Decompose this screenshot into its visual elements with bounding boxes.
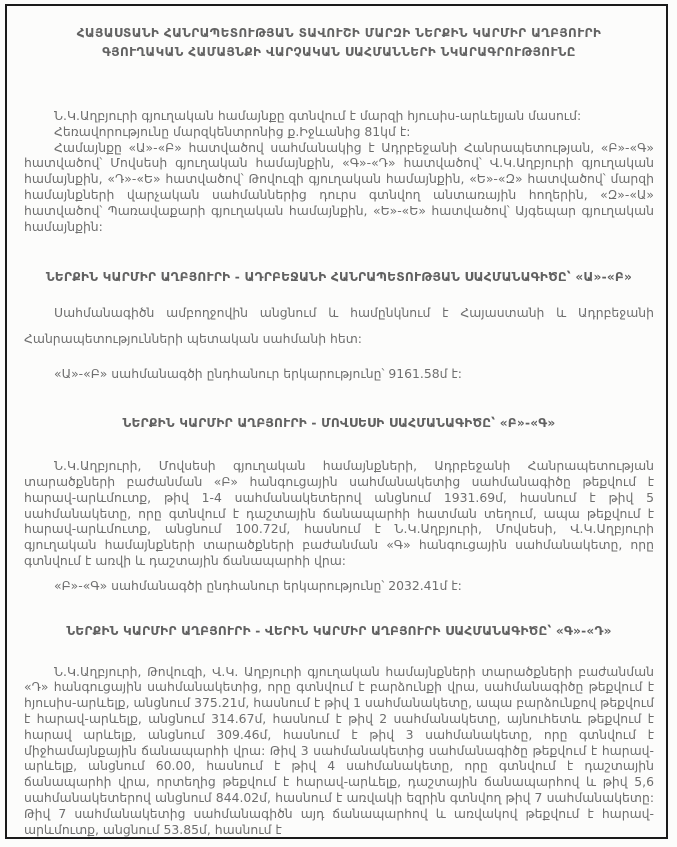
- section-3-body: Ն.Կ.Աղբյուրի, Թովուզի, Վ.Կ. Աղբյուրի գյուղական համայնքների տարածքների բաժանման «Դ» հանգուցային սահմանակետից, որը գտնվում է բարձունքի վրա, սահմանագիծը թեքվում է հյուսիս-արևելք, անցնում 375.21մ, հասնում է թիվ 1 սահմանակետը, ապա բարձունքով թեքվում է հարավ-արևելք, անցնում 314.67մ, հասնում է թիվ 2 սահմանակետը, այնուհետև թեքվում է հարավ արևելք, անցնում 309.46մ, հասնում է թիվ 3 սահմանակետը, որը գտնվում է միջհամայնքային ճանապարհի վրա: Թիվ 3 սահմանակետից սահմանագիծը թեքվում է հարավ-արևելք, անցնում 60.00, հասնում է թիվ 4 սահմանակետը, որը գտնվում է դաշտային ճանապարհի վրա, որտեղից թեքվում է հարավ-արևելք, դաշտային ճանապարհով և թիվ 5,6 սահմանակետերով անցնում 844.02մ, հասնում է առվակի եզրին գտնվող թիվ 7 սահմանակետը: Թիվ 7 սահմանակետից սահմանագիծն այդ ճանապարհով և առվակով թեքվում է հարավ-արևմուտք, անցնում 53.85մ, հասնում է: [24, 663, 654, 837]
- section-3-heading: ՆԵՐՔԻՆ ԿԱՐՄԻՐ ԱՂԲՅՈՒՐԻ - ՎԵՐԻՆ ԿԱՐՄԻՐ ԱՂԲՅՈՒՐԻ ՍԱՀՄԱՆԱԳԻԾԸ՝ «Գ»-«Դ»: [66, 623, 612, 638]
- section-1-length-line: «Ա»-«Բ» սահմանագծի ընդհանուր երկարությունը՝ 9161.58մ է:: [54, 366, 462, 382]
- intro-paragraph-2: Հեռավորությունը մարզկենտրոնից ք.Իջևանից 81կմ է:: [54, 123, 411, 139]
- section-2-length-line: «Բ»-«Գ» սահմանագծի ընդհանուր երկարությունը՝ 2032.41մ է:: [54, 577, 462, 593]
- intro-paragraph-1: Ն.Կ.Աղբյուրի գյուղական համայնքը գտնվում է մարզի հյուսիս-արևելյան մասում:: [54, 108, 582, 123]
- document-title-line-1: ՀԱՅԱՍՏԱՆԻ ՀԱՆՐԱՊԵՏՈՒԹՅԱՆ ՏԱՎՈՒՇԻ ՄԱՐԶԻ ՆԵՐՔԻՆ ԿԱՐՄԻՐ ԱՂԲՅՈՒՐԻ: [76, 26, 602, 40]
- section-1-body: Սահմանագիծն ամբողջովին անցնում և համընկնում է Հայաստանի և Ադրբեջանի Հանրապետությունների պետական սահմանի հետ:: [24, 305, 654, 347]
- document-title-line-2: ԳՅՈՒՂԱԿԱՆ ՀԱՄԱՅՆՔԻ ՎԱՐՉԱԿԱՆ ՍԱՀՄԱՆՆԵՐԻ ՆԿԱՐԱԳՐՈՒԹՅՈՒՆԸ: [102, 45, 576, 59]
- section-2-body: Ն.Կ.Աղբյուրի, Մովսեսի գյուղական համայնքների, Ադրբեջանի Հանրապետության տարածքների բաժանման «Բ» հանգուցային սահմանակետից սահմանագիծը թեքվում է հարավ-արևմուտք, թիվ 1-4 սահմանակետերով անցնում 1931.69մ, հասնում է թիվ 5 սահմանակետը, որը գտնվում է դաշտային ճանապարհի հատման տեղում, ապա թեքվում է հարավ-արևմուտք, անցնում 100.72մ, հասնում է Ն.Կ.Աղբյուրի, Մովսեսի, Վ.Կ.Աղբյուրի գյուղական համայնքների տարածքների բաժանման «Գ» հանգուցային սահմանակետը, որը գտնվում է առվի և դաշտային ճանապարհի վրա:: [24, 458, 654, 568]
- intro-paragraph-3: Համայնքը «Ա»-«Բ» հատվածով սահմանակից է Ադրբեջանի Հանրապետության, «Բ»-«Գ» հատվածով՝ Մովսեսի գյուղական համայնքին, «Գ»-«Դ» հատվածով՝ Վ.Կ.Աղբյուրի գյուղական համայնքին, «Դ»-«Ե» հատվածով՝ Թովուզի գյուղական համայնքին, «Ե»-«Զ» հատվածով՝ մարզի համայնքների վարչական սահմաններից դուրս գտնվող անտառային հողերին, «Զ»-«Ա» հատվածով՝ Պառավաքարի գյուղական համայնքին, «Ե»-«Ե» հատվածով՝ Այգեպար գյուղական համայնքին:: [24, 139, 654, 234]
- document-content: [24, 20, 654, 837]
- section-2-heading: ՆԵՐՔԻՆ ԿԱՐՄԻՐ ԱՂԲՅՈՒՐԻ - ՄՈՎՍԵՍԻ ՍԱՀՄԱՆԱԳԻԾԸ՝ «Բ»-«Գ»: [122, 416, 556, 431]
- section-1-heading: ՆԵՐՔԻՆ ԿԱՐՄԻՐ ԱՂԲՅՈՒՐԻ - ԱԴՐԲԵՋԱՆԻ ՀԱՆՐԱՊԵՏՈՒԹՅԱՆ ՍԱՀՄԱՆԱԳԻԾԸ՝ «Ա»-«Բ»: [45, 270, 633, 285]
